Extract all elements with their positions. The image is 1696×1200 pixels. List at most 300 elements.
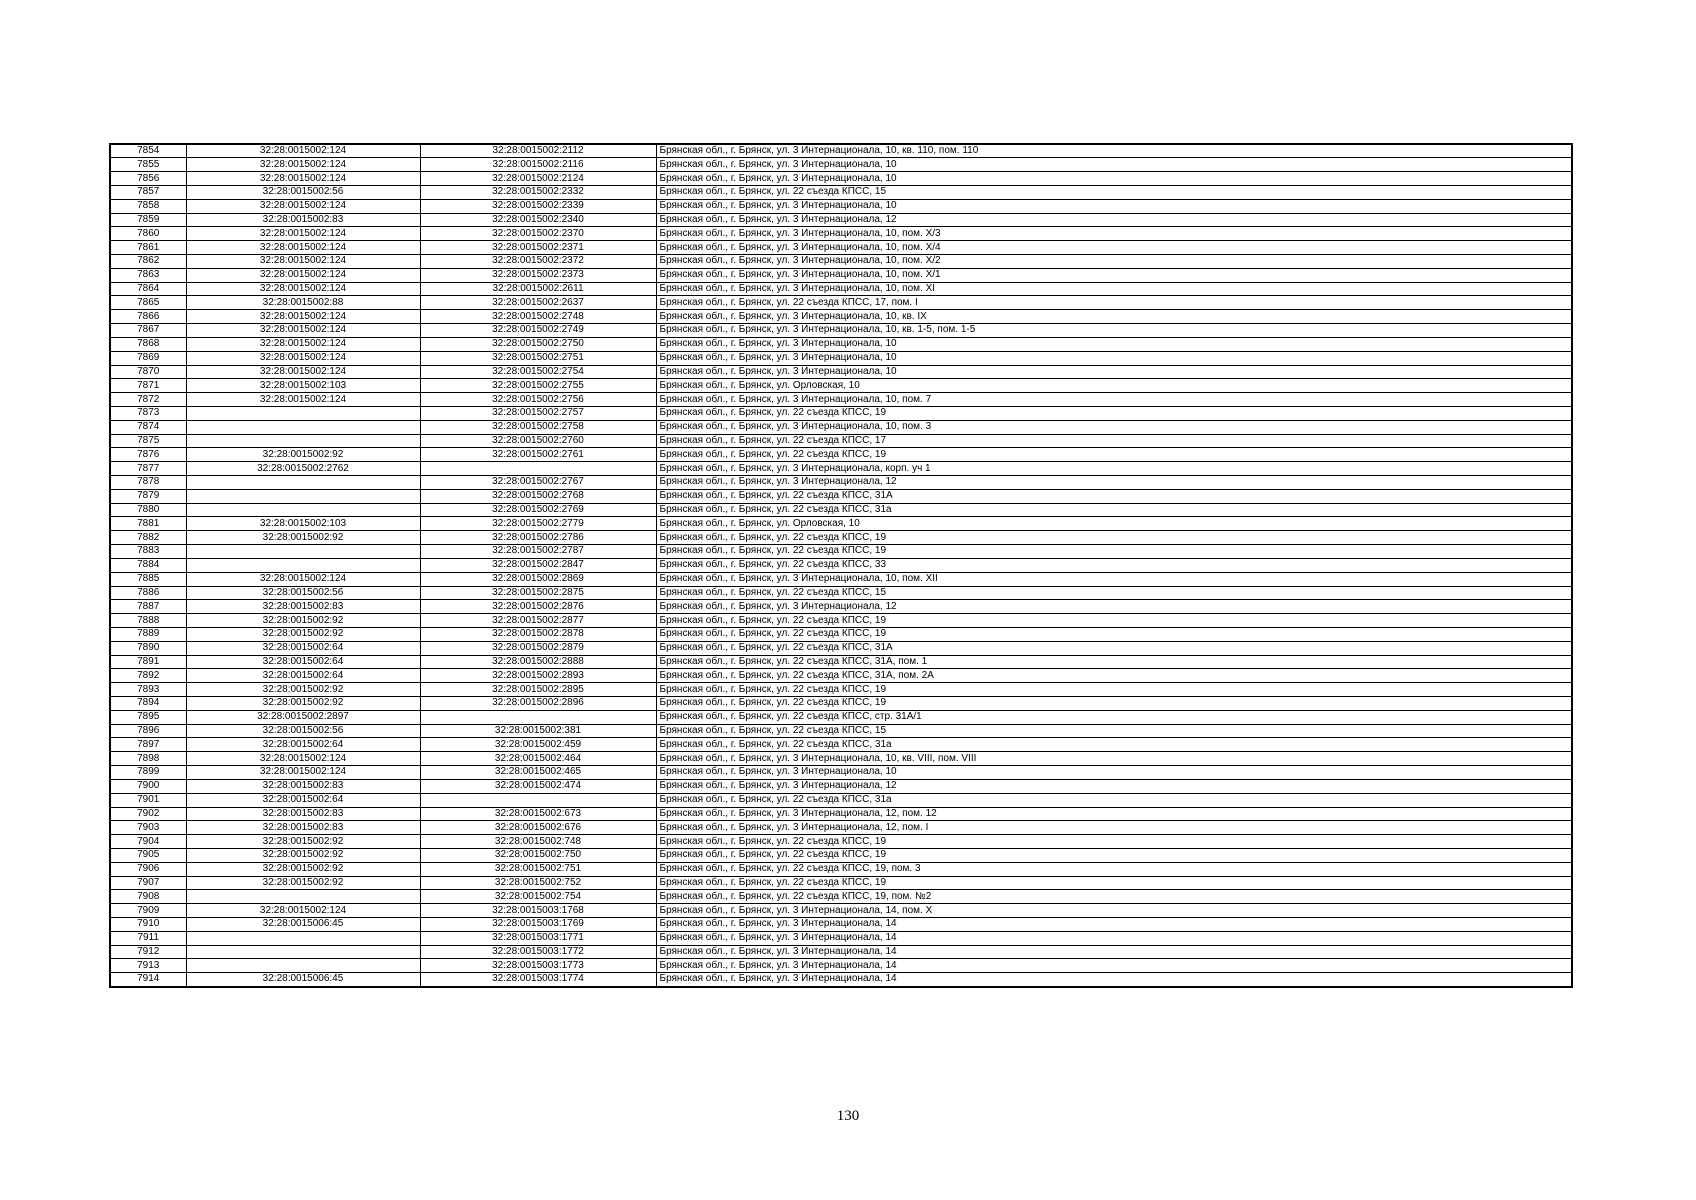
parent-cadastral-number-cell: 32:28:0015002:88 [186, 296, 420, 310]
parent-cadastral-number-cell: 32:28:0015002:124 [186, 337, 420, 351]
cadastral-number-cell: 32:28:0015002:2751 [420, 351, 656, 365]
row-number-cell: 7869 [110, 351, 186, 365]
parent-cadastral-number-cell: 32:28:0015002:124 [186, 324, 420, 338]
row-number-cell: 7871 [110, 379, 186, 393]
parent-cadastral-number-cell: 32:28:0015002:124 [186, 310, 420, 324]
page-number: 130 [836, 1108, 860, 1124]
table-row [110, 614, 1572, 628]
address-cell: Брянская обл., г. Брянск, ул. 3 Интернационала, 12, пом. 12 [656, 807, 1572, 821]
table-row [110, 462, 1572, 476]
cadastral-number-cell: 32:28:0015003:1768 [420, 904, 656, 918]
row-number-cell: 7873 [110, 406, 186, 420]
table-row [110, 517, 1572, 531]
row-number-cell: 7900 [110, 779, 186, 793]
parent-cadastral-number-cell: 32:28:0015002:124 [186, 158, 420, 172]
cadastral-number-cell [420, 462, 656, 476]
cadastral-number-cell: 32:28:0015002:2332 [420, 185, 656, 199]
row-number-cell: 7858 [110, 199, 186, 213]
cadastral-number-cell: 32:28:0015002:2767 [420, 476, 656, 490]
cadastral-number-cell: 32:28:0015002:752 [420, 876, 656, 890]
parent-cadastral-number-cell: 32:28:0015006:45 [186, 973, 420, 987]
cadastral-number-cell: 32:28:0015002:2786 [420, 531, 656, 545]
cadastral-number-cell: 32:28:0015002:2373 [420, 268, 656, 282]
row-number-cell: 7893 [110, 683, 186, 697]
cadastral-number-cell: 32:28:0015003:1774 [420, 973, 656, 987]
table-row [110, 641, 1572, 655]
address-cell: Брянская обл., г. Брянск, ул. 22 съезда КПСС, 19 [656, 683, 1572, 697]
table-row [110, 199, 1572, 213]
table-row [110, 973, 1572, 987]
table-row [110, 918, 1572, 932]
address-cell: Брянская обл., г. Брянск, ул. 3 Интернационала, 10 [656, 351, 1572, 365]
cadastral-number-cell: 32:28:0015002:459 [420, 738, 656, 752]
row-number-cell: 7913 [110, 959, 186, 973]
table-row [110, 393, 1572, 407]
parent-cadastral-number-cell [186, 489, 420, 503]
row-number-cell: 7890 [110, 641, 186, 655]
row-number-cell: 7864 [110, 282, 186, 296]
address-cell: Брянская обл., г. Брянск, ул. 22 съезда КПСС, 19 [656, 627, 1572, 641]
row-number-cell: 7863 [110, 268, 186, 282]
row-number-cell: 7876 [110, 448, 186, 462]
cadastral-number-cell: 32:28:0015002:2769 [420, 503, 656, 517]
cadastral-number-cell: 32:28:0015003:1769 [420, 918, 656, 932]
cadastral-number-cell: 32:28:0015002:2339 [420, 199, 656, 213]
parent-cadastral-number-cell: 32:28:0015002:64 [186, 641, 420, 655]
table-row [110, 724, 1572, 738]
row-number-cell: 7874 [110, 420, 186, 434]
parent-cadastral-number-cell: 32:28:0015002:56 [186, 586, 420, 600]
parent-cadastral-number-cell: 32:28:0015002:2762 [186, 462, 420, 476]
address-cell: Брянская обл., г. Брянск, ул. 3 Интернационала, 10, кв. 1-5, пом. 1-5 [656, 324, 1572, 338]
address-cell: Брянская обл., г. Брянск, ул. 22 съезда КПСС, 15 [656, 185, 1572, 199]
cadastral-number-cell: 32:28:0015002:2637 [420, 296, 656, 310]
table-row [110, 531, 1572, 545]
cadastral-number-cell: 32:28:0015002:2756 [420, 393, 656, 407]
table-row [110, 268, 1572, 282]
row-number-cell: 7896 [110, 724, 186, 738]
address-cell: Брянская обл., г. Брянск, ул. 22 съезда КПСС, 19 [656, 614, 1572, 628]
cadastral-number-cell: 32:28:0015002:2124 [420, 172, 656, 186]
row-number-cell: 7856 [110, 172, 186, 186]
cadastral-number-cell: 32:28:0015002:2888 [420, 655, 656, 669]
row-number-cell: 7885 [110, 572, 186, 586]
cadastral-number-cell: 32:28:0015002:2768 [420, 489, 656, 503]
cadastral-number-cell: 32:28:0015002:474 [420, 779, 656, 793]
table-row [110, 185, 1572, 199]
parent-cadastral-number-cell: 32:28:0015002:124 [186, 282, 420, 296]
address-cell: Брянская обл., г. Брянск, ул. 22 съезда КПСС, 31А [656, 641, 1572, 655]
row-number-cell: 7901 [110, 793, 186, 807]
parent-cadastral-number-cell: 32:28:0015002:56 [186, 724, 420, 738]
address-cell: Брянская обл., г. Брянск, ул. 3 Интернационала, 10, пом. 7 [656, 393, 1572, 407]
address-cell: Брянская обл., г. Брянск, ул. 3 Интернационала, корп. уч 1 [656, 462, 1572, 476]
address-cell: Брянская обл., г. Брянск, ул. Орловская, 10 [656, 379, 1572, 393]
cadastral-number-cell: 32:28:0015002:748 [420, 835, 656, 849]
address-cell: Брянская обл., г. Брянск, ул. 3 Интернационала, 14 [656, 973, 1572, 987]
table-row [110, 586, 1572, 600]
parent-cadastral-number-cell: 32:28:0015002:124 [186, 766, 420, 780]
parent-cadastral-number-cell: 32:28:0015002:124 [186, 227, 420, 241]
address-cell: Брянская обл., г. Брянск, ул. Орловская, 10 [656, 517, 1572, 531]
parent-cadastral-number-cell: 32:28:0015002:103 [186, 379, 420, 393]
cadastral-number-cell: 32:28:0015002:2875 [420, 586, 656, 600]
parent-cadastral-number-cell [186, 406, 420, 420]
row-number-cell: 7855 [110, 158, 186, 172]
address-cell: Брянская обл., г. Брянск, ул. 22 съезда КПСС, 31а [656, 503, 1572, 517]
row-number-cell: 7910 [110, 918, 186, 932]
row-number-cell: 7884 [110, 558, 186, 572]
address-cell: Брянская обл., г. Брянск, ул. 22 съезда КПСС, стр. 31А/1 [656, 710, 1572, 724]
address-cell: Брянская обл., г. Брянск, ул. 3 Интернационала, 12 [656, 600, 1572, 614]
address-cell: Брянская обл., г. Брянск, ул. 3 Интернационала, 10, пом. Х/3 [656, 227, 1572, 241]
row-number-cell: 7892 [110, 669, 186, 683]
cadastral-number-cell: 32:28:0015002:2750 [420, 337, 656, 351]
table-row [110, 835, 1572, 849]
address-cell: Брянская обл., г. Брянск, ул. 22 съезда КПСС, 31А [656, 489, 1572, 503]
address-cell: Брянская обл., г. Брянск, ул. 3 Интернационала, 10 [656, 158, 1572, 172]
cadastral-number-cell: 32:28:0015002:2787 [420, 545, 656, 559]
cadastral-number-cell: 32:28:0015003:1772 [420, 945, 656, 959]
cadastral-number-cell: 32:28:0015002:2877 [420, 614, 656, 628]
address-cell: Брянская обл., г. Брянск, ул. 22 съезда КПСС, 19 [656, 876, 1572, 890]
parent-cadastral-number-cell [186, 545, 420, 559]
parent-cadastral-number-cell: 32:28:0015002:124 [186, 172, 420, 186]
cadastral-number-cell: 32:28:0015002:2372 [420, 255, 656, 269]
row-number-cell: 7895 [110, 710, 186, 724]
address-cell: Брянская обл., г. Брянск, ул. 22 съезда КПСС, 19 [656, 531, 1572, 545]
parent-cadastral-number-cell: 32:28:0015002:124 [186, 904, 420, 918]
row-number-cell: 7912 [110, 945, 186, 959]
table-row [110, 572, 1572, 586]
address-cell: Брянская обл., г. Брянск, ул. 3 Интернационала, 10, пом. XI [656, 282, 1572, 296]
cadastral-number-cell: 32:28:0015002:2893 [420, 669, 656, 683]
address-cell: Брянская обл., г. Брянск, ул. 22 съезда КПСС, 19 [656, 406, 1572, 420]
cadastral-number-cell: 32:28:0015002:754 [420, 890, 656, 904]
table-row [110, 379, 1572, 393]
parent-cadastral-number-cell: 32:28:0015002:92 [186, 448, 420, 462]
address-cell: Брянская обл., г. Брянск, ул. 3 Интернационала, 10, пом. 3 [656, 420, 1572, 434]
parent-cadastral-number-cell: 32:28:0015002:124 [186, 365, 420, 379]
table-row [110, 669, 1572, 683]
parent-cadastral-number-cell: 32:28:0015002:83 [186, 807, 420, 821]
table-row [110, 862, 1572, 876]
cadastral-number-cell: 32:28:0015003:1771 [420, 931, 656, 945]
table-row [110, 503, 1572, 517]
row-number-cell: 7909 [110, 904, 186, 918]
address-cell: Брянская обл., г. Брянск, ул. 3 Интернационала, 14 [656, 959, 1572, 973]
cadastral-number-cell: 32:28:0015002:2748 [420, 310, 656, 324]
table-row [110, 255, 1572, 269]
row-number-cell: 7899 [110, 766, 186, 780]
row-number-cell: 7905 [110, 848, 186, 862]
table-row [110, 697, 1572, 711]
parent-cadastral-number-cell: 32:28:0015002:64 [186, 793, 420, 807]
address-cell: Брянская обл., г. Брянск, ул. 3 Интернационала, 12, пом. I [656, 821, 1572, 835]
address-cell: Брянская обл., г. Брянск, ул. 3 Интернационала, 14 [656, 931, 1572, 945]
table-row [110, 172, 1572, 186]
row-number-cell: 7878 [110, 476, 186, 490]
parent-cadastral-number-cell: 32:28:0015002:103 [186, 517, 420, 531]
address-cell: Брянская обл., г. Брянск, ул. 22 съезда КПСС, 33 [656, 558, 1572, 572]
parent-cadastral-number-cell: 32:28:0015002:92 [186, 531, 420, 545]
row-number-cell: 7879 [110, 489, 186, 503]
table-row [110, 365, 1572, 379]
parent-cadastral-number-cell: 32:28:0015002:83 [186, 779, 420, 793]
address-cell: Брянская обл., г. Брянск, ул. 3 Интернационала, 10, кв. VIII, пом. VIII [656, 752, 1572, 766]
table-row [110, 282, 1572, 296]
row-number-cell: 7862 [110, 255, 186, 269]
cadastral-number-cell: 32:28:0015002:2878 [420, 627, 656, 641]
row-number-cell: 7857 [110, 185, 186, 199]
cadastral-number-cell: 32:28:0015003:1773 [420, 959, 656, 973]
parent-cadastral-number-cell: 32:28:0015002:92 [186, 697, 420, 711]
parent-cadastral-number-cell: 32:28:0015002:124 [186, 393, 420, 407]
address-cell: Брянская обл., г. Брянск, ул. 3 Интернационала, 10, пом. Х/4 [656, 241, 1572, 255]
address-cell: Брянская обл., г. Брянск, ул. 3 Интернационала, 14 [656, 918, 1572, 932]
row-number-cell: 7897 [110, 738, 186, 752]
row-number-cell: 7866 [110, 310, 186, 324]
table-row [110, 683, 1572, 697]
cadastral-number-cell: 32:28:0015002:2758 [420, 420, 656, 434]
registry-table [109, 143, 1573, 988]
parent-cadastral-number-cell: 32:28:0015002:124 [186, 268, 420, 282]
parent-cadastral-number-cell: 32:28:0015002:124 [186, 255, 420, 269]
parent-cadastral-number-cell: 32:28:0015002:124 [186, 351, 420, 365]
row-number-cell: 7906 [110, 862, 186, 876]
parent-cadastral-number-cell: 32:28:0015002:83 [186, 213, 420, 227]
table-row [110, 766, 1572, 780]
address-cell: Брянская обл., г. Брянск, ул. 22 съезда КПСС, 31а [656, 793, 1572, 807]
table-row [110, 489, 1572, 503]
row-number-cell: 7911 [110, 931, 186, 945]
address-cell: Брянская обл., г. Брянск, ул. 3 Интернационала, 10, пом. Х/2 [656, 255, 1572, 269]
table-row [110, 420, 1572, 434]
cadastral-number-cell: 32:28:0015002:2847 [420, 558, 656, 572]
parent-cadastral-number-cell [186, 931, 420, 945]
parent-cadastral-number-cell: 32:28:0015006:45 [186, 918, 420, 932]
address-cell: Брянская обл., г. Брянск, ул. 22 съезда КПСС, 19 [656, 448, 1572, 462]
row-number-cell: 7870 [110, 365, 186, 379]
table-row [110, 558, 1572, 572]
address-cell: Брянская обл., г. Брянск, ул. 22 съезда КПСС, 19, пом. 3 [656, 862, 1572, 876]
cadastral-number-cell: 32:28:0015002:2112 [420, 144, 656, 158]
table-row [110, 752, 1572, 766]
row-number-cell: 7868 [110, 337, 186, 351]
address-cell: Брянская обл., г. Брянск, ул. 22 съезда КПСС, 31А, пом. 2А [656, 669, 1572, 683]
address-cell: Брянская обл., г. Брянск, ул. 22 съезда КПСС, 31А, пом. 1 [656, 655, 1572, 669]
row-number-cell: 7883 [110, 545, 186, 559]
parent-cadastral-number-cell: 32:28:0015002:124 [186, 241, 420, 255]
row-number-cell: 7867 [110, 324, 186, 338]
parent-cadastral-number-cell [186, 558, 420, 572]
table-row [110, 821, 1572, 835]
parent-cadastral-number-cell: 32:28:0015002:124 [186, 144, 420, 158]
row-number-cell: 7903 [110, 821, 186, 835]
address-cell: Брянская обл., г. Брянск, ул. 3 Интернационала, 10 [656, 365, 1572, 379]
parent-cadastral-number-cell [186, 476, 420, 490]
cadastral-number-cell: 32:28:0015002:2896 [420, 697, 656, 711]
parent-cadastral-number-cell: 32:28:0015002:64 [186, 655, 420, 669]
cadastral-number-cell: 32:28:0015002:2371 [420, 241, 656, 255]
table-row [110, 876, 1572, 890]
cadastral-number-cell: 32:28:0015002:2749 [420, 324, 656, 338]
cadastral-number-cell: 32:28:0015002:2895 [420, 683, 656, 697]
address-cell: Брянская обл., г. Брянск, ул. 22 съезда КПСС, 19 [656, 835, 1572, 849]
table-row [110, 710, 1572, 724]
parent-cadastral-number-cell: 32:28:0015002:124 [186, 199, 420, 213]
address-cell: Брянская обл., г. Брянск, ул. 22 съезда КПСС, 19 [656, 545, 1572, 559]
row-number-cell: 7875 [110, 434, 186, 448]
parent-cadastral-number-cell [186, 503, 420, 517]
parent-cadastral-number-cell: 32:28:0015002:92 [186, 876, 420, 890]
row-number-cell: 7882 [110, 531, 186, 545]
cadastral-number-cell: 32:28:0015002:2760 [420, 434, 656, 448]
table-row [110, 241, 1572, 255]
row-number-cell: 7904 [110, 835, 186, 849]
row-number-cell: 7877 [110, 462, 186, 476]
parent-cadastral-number-cell [186, 959, 420, 973]
address-cell: Брянская обл., г. Брянск, ул. 22 съезда КПСС, 15 [656, 586, 1572, 600]
address-cell: Брянская обл., г. Брянск, ул. 3 Интернационала, 14 [656, 945, 1572, 959]
cadastral-number-cell: 32:28:0015002:2116 [420, 158, 656, 172]
row-number-cell: 7881 [110, 517, 186, 531]
address-cell: Брянская обл., г. Брянск, ул. 22 съезда КПСС, 19 [656, 848, 1572, 862]
cadastral-number-cell [420, 793, 656, 807]
table-row [110, 351, 1572, 365]
parent-cadastral-number-cell: 32:28:0015002:64 [186, 669, 420, 683]
parent-cadastral-number-cell: 32:28:0015002:92 [186, 835, 420, 849]
cadastral-number-cell: 32:28:0015002:750 [420, 848, 656, 862]
cadastral-number-cell [420, 710, 656, 724]
table-row [110, 476, 1572, 490]
parent-cadastral-number-cell: 32:28:0015002:92 [186, 627, 420, 641]
parent-cadastral-number-cell: 32:28:0015002:83 [186, 600, 420, 614]
address-cell: Брянская обл., г. Брянск, ул. 3 Интернационала, 12 [656, 213, 1572, 227]
table-row [110, 945, 1572, 959]
row-number-cell: 7908 [110, 890, 186, 904]
row-number-cell: 7860 [110, 227, 186, 241]
table-row [110, 324, 1572, 338]
row-number-cell: 7865 [110, 296, 186, 310]
cadastral-number-cell: 32:28:0015002:464 [420, 752, 656, 766]
parent-cadastral-number-cell: 32:28:0015002:56 [186, 185, 420, 199]
cadastral-number-cell: 32:28:0015002:2754 [420, 365, 656, 379]
row-number-cell: 7898 [110, 752, 186, 766]
cadastral-number-cell: 32:28:0015002:751 [420, 862, 656, 876]
table-row [110, 959, 1572, 973]
address-cell: Брянская обл., г. Брянск, ул. 3 Интернационала, 10, пом. Х/1 [656, 268, 1572, 282]
cadastral-number-cell: 32:28:0015002:676 [420, 821, 656, 835]
table-row [110, 890, 1572, 904]
cadastral-number-cell: 32:28:0015002:2370 [420, 227, 656, 241]
row-number-cell: 7889 [110, 627, 186, 641]
table-row [110, 213, 1572, 227]
cadastral-number-cell: 32:28:0015002:381 [420, 724, 656, 738]
parent-cadastral-number-cell: 32:28:0015002:92 [186, 848, 420, 862]
address-cell: Брянская обл., г. Брянск, ул. 22 съезда КПСС, 17 [656, 434, 1572, 448]
table-row [110, 904, 1572, 918]
address-cell: Брянская обл., г. Брянск, ул. 3 Интернационала, 10 [656, 172, 1572, 186]
table-row [110, 848, 1572, 862]
table-row [110, 227, 1572, 241]
parent-cadastral-number-cell [186, 945, 420, 959]
cadastral-number-cell: 32:28:0015002:2761 [420, 448, 656, 462]
address-cell: Брянская обл., г. Брянск, ул. 22 съезда КПСС, 19 [656, 697, 1572, 711]
cadastral-number-cell: 32:28:0015002:2340 [420, 213, 656, 227]
table-row [110, 434, 1572, 448]
cadastral-number-cell: 32:28:0015002:2879 [420, 641, 656, 655]
cadastral-number-cell: 32:28:0015002:465 [420, 766, 656, 780]
parent-cadastral-number-cell: 32:28:0015002:92 [186, 614, 420, 628]
parent-cadastral-number-cell: 32:28:0015002:124 [186, 752, 420, 766]
parent-cadastral-number-cell: 32:28:0015002:2897 [186, 710, 420, 724]
parent-cadastral-number-cell [186, 420, 420, 434]
row-number-cell: 7861 [110, 241, 186, 255]
row-number-cell: 7902 [110, 807, 186, 821]
table-row [110, 627, 1572, 641]
row-number-cell: 7854 [110, 144, 186, 158]
table-row [110, 296, 1572, 310]
row-number-cell: 7872 [110, 393, 186, 407]
row-number-cell: 7907 [110, 876, 186, 890]
table-row [110, 310, 1572, 324]
row-number-cell: 7894 [110, 697, 186, 711]
table-row [110, 779, 1572, 793]
table-row [110, 337, 1572, 351]
table-row [110, 600, 1572, 614]
address-cell: Брянская обл., г. Брянск, ул. 22 съезда КПСС, 15 [656, 724, 1572, 738]
table-row [110, 406, 1572, 420]
parent-cadastral-number-cell: 32:28:0015002:92 [186, 683, 420, 697]
row-number-cell: 7880 [110, 503, 186, 517]
cadastral-number-cell: 32:28:0015002:673 [420, 807, 656, 821]
address-cell: Брянская обл., г. Брянск, ул. 3 Интернационала, 10 [656, 766, 1572, 780]
row-number-cell: 7888 [110, 614, 186, 628]
registry-table-body [110, 144, 1572, 987]
parent-cadastral-number-cell [186, 890, 420, 904]
table-row [110, 931, 1572, 945]
address-cell: Брянская обл., г. Брянск, ул. 3 Интернационала, 10 [656, 337, 1572, 351]
parent-cadastral-number-cell: 32:28:0015002:83 [186, 821, 420, 835]
parent-cadastral-number-cell: 32:28:0015002:64 [186, 738, 420, 752]
cadastral-number-cell: 32:28:0015002:2757 [420, 406, 656, 420]
row-number-cell: 7891 [110, 655, 186, 669]
row-number-cell: 7886 [110, 586, 186, 600]
row-number-cell: 7859 [110, 213, 186, 227]
address-cell: Брянская обл., г. Брянск, ул. 3 Интернационала, 12 [656, 779, 1572, 793]
address-cell: Брянская обл., г. Брянск, ул. 22 съезда КПСС, 19, пом. №2 [656, 890, 1572, 904]
address-cell: Брянская обл., г. Брянск, ул. 3 Интернационала, 10, пом. XII [656, 572, 1572, 586]
row-number-cell: 7914 [110, 973, 186, 987]
address-cell: Брянская обл., г. Брянск, ул. 22 съезда КПСС, 31а [656, 738, 1572, 752]
cadastral-number-cell: 32:28:0015002:2755 [420, 379, 656, 393]
address-cell: Брянская обл., г. Брянск, ул. 3 Интернационала, 14, пом. Х [656, 904, 1572, 918]
table-row [110, 158, 1572, 172]
table-row [110, 807, 1572, 821]
row-number-cell: 7887 [110, 600, 186, 614]
address-cell: Брянская обл., г. Брянск, ул. 3 Интернационала, 10, кв. 110, пом. 110 [656, 144, 1572, 158]
address-cell: Брянская обл., г. Брянск, ул. 22 съезда КПСС, 17, пом. I [656, 296, 1572, 310]
table-row [110, 655, 1572, 669]
address-cell: Брянская обл., г. Брянск, ул. 3 Интернационала, 10 [656, 199, 1572, 213]
table-row [110, 545, 1572, 559]
cadastral-number-cell: 32:28:0015002:2779 [420, 517, 656, 531]
address-cell: Брянская обл., г. Брянск, ул. 3 Интернационала, 12 [656, 476, 1572, 490]
parent-cadastral-number-cell: 32:28:0015002:124 [186, 572, 420, 586]
table-row [110, 448, 1572, 462]
table-row [110, 738, 1572, 752]
